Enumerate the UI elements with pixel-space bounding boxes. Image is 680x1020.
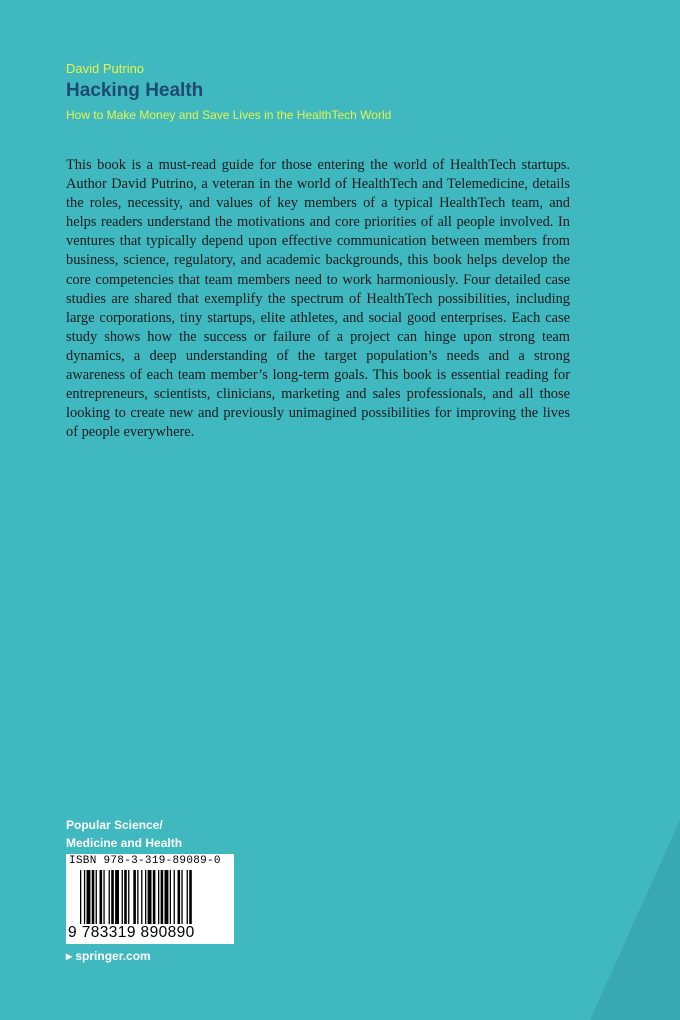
corner-fold-decoration (590, 820, 680, 1020)
barcode-bar (137, 870, 138, 924)
barcode-bar (128, 870, 129, 924)
barcode-bar (92, 870, 95, 924)
barcode-bar (161, 870, 164, 924)
barcode-bars (80, 870, 230, 926)
barcode-bar (109, 870, 110, 924)
publisher-website: ▸ springer.com (66, 949, 151, 963)
barcode-bar (170, 870, 171, 924)
category-label (66, 816, 182, 852)
barcode-bar (187, 870, 188, 924)
barcode-bar (174, 870, 175, 924)
barcode-bar (181, 870, 182, 924)
isbn-label: ISBN 978-3-319-89089-0 (69, 855, 221, 867)
barcode-bar (103, 870, 104, 924)
barcode-bar (80, 870, 81, 924)
cover-header (66, 61, 391, 123)
barcode-bar (133, 870, 136, 924)
isbn-barcode (66, 854, 234, 944)
book-subtitle: How to Make Money and Save Lives in the HealthTech World (66, 108, 392, 122)
barcode-bar (122, 870, 123, 924)
barcode-digits: 9 783319 890890 (68, 924, 195, 941)
barcode-bar (148, 870, 152, 924)
barcode-bar (100, 870, 103, 924)
barcode-bar (96, 870, 97, 924)
barcode-bar (124, 870, 127, 924)
book-description: This book is a must-read guide for those entering the world of HealthTech startups. Author David Putrino, a veteran in the world of HealthTech and Telemedicine, details the roles, necessity, and values of key members of a typical HealthTech team, and helps readers understand the motivations and core priorities of all people involved. In ventures that typically depend upon effective communication between members from business, science, regulatory, and academic backgrounds, this book helps develop the core competencies that team members need to work harmoniously. Four detailed case studies are shared that exemplify the spectrum of HealthTech possibilities, including large corporations, tiny startups, elite athletes, and social good enterprises. Each case study shows how the success or failure of a project can hinge upon strong team dynamics, a deep understanding of the target population’s needs and a strong awareness of each team member’s long-term goals. This book is essential reading for entrepreneurs, scientists, clinicians, marketing and sales professionals, and all those looking to create new and previously unimagined possibilities for improving the lives of people everywhere. (66, 157, 570, 441)
barcode-bar (141, 870, 142, 924)
barcode-bar (84, 870, 85, 924)
author-name: David Putrino (66, 61, 145, 76)
barcode-bar (87, 870, 91, 924)
book-title: Hacking Health (66, 80, 204, 101)
barcode-bar (165, 870, 169, 924)
barcode-bar (115, 870, 119, 924)
category-line-2: Medicine and Health (66, 836, 183, 850)
barcode-bar (189, 870, 192, 924)
barcode-bar (153, 870, 156, 924)
barcode-bar (145, 870, 146, 924)
barcode-bar (178, 870, 181, 924)
barcode-bar (111, 870, 114, 924)
barcode-bar (158, 870, 159, 924)
category-line-1: Popular Science/ (66, 818, 163, 832)
